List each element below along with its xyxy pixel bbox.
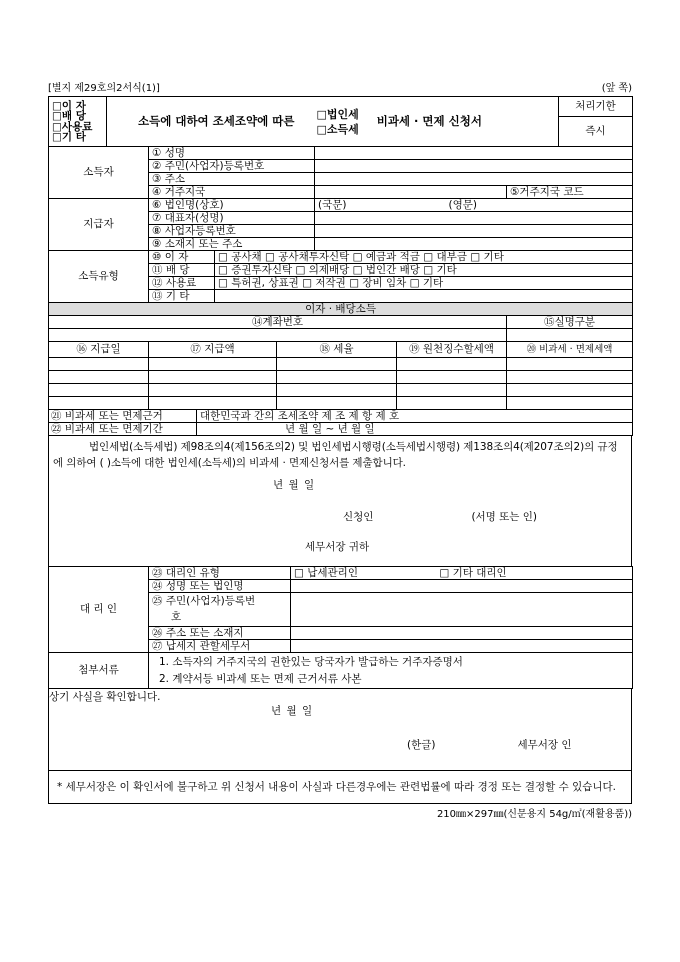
table-cell[interactable] (507, 358, 633, 371)
agent-table (48, 566, 633, 653)
table-cell[interactable] (149, 358, 277, 371)
agent-label: 대 리 인 (49, 567, 149, 653)
main-info-table (48, 146, 633, 303)
agent-name-input[interactable] (291, 580, 633, 593)
form-number: [별지 제29호의2서식(1)] (48, 83, 160, 94)
income-type-label: 소득유형 (49, 251, 149, 303)
corp-tax-check[interactable]: □법인세 (316, 107, 359, 121)
other-agent-check[interactable]: □ 기타 대리인 (439, 566, 507, 579)
earner-name-label: ① 성명 (149, 147, 315, 160)
agent-type-options[interactable] (291, 567, 633, 580)
table-cell[interactable] (277, 358, 397, 371)
other-type-input[interactable] (215, 290, 633, 303)
account-no-input[interactable] (49, 329, 507, 342)
payer-name-label: ⑥ 법인명(상호) (149, 199, 315, 212)
processing-period-value: 즉시 (559, 117, 633, 147)
table-cell[interactable] (397, 384, 507, 397)
basis-text[interactable]: 대한민국과 간의 조세조약 제 조 제 항 제 호 (197, 410, 633, 423)
agent-taxoffice-label: ㉗ 납세지 관할세무서 (149, 640, 291, 653)
tax-manager-check[interactable]: □ 납세관리인 (294, 566, 358, 579)
payer-name-ko[interactable]: (국문) (315, 199, 409, 212)
payer-address-input[interactable] (315, 238, 633, 251)
table-cell[interactable] (507, 397, 633, 410)
statement-table (48, 435, 632, 567)
agent-type-label: ㉓ 대리인 유형 (149, 567, 291, 580)
interest-type-label: ⑩ 이 자 (149, 251, 215, 264)
attach-item: 1. 소득자의 거주지국의 권한있는 당국자가 발급하는 거주자증명서 (159, 655, 463, 668)
income-tax-check[interactable]: □소득세 (316, 122, 359, 136)
statement-cell (49, 436, 632, 567)
table-cell[interactable] (49, 384, 149, 397)
payer-rep-label: ⑦ 대표자(성명) (149, 212, 315, 225)
confirm-text: 상기 사실을 확인합니다. (49, 691, 161, 703)
table-cell[interactable] (277, 371, 397, 384)
earner-address-input[interactable] (315, 173, 633, 186)
dividend-options[interactable]: □ 증권투자신탁 □ 의제배당 □ 법인간 배당 □ 기타 (215, 264, 633, 277)
attach-table (48, 652, 633, 689)
confirm-cell (49, 689, 632, 771)
applicant-label: 신청인 (343, 511, 374, 523)
paper-spec: 210㎜×297㎜(신문용지 54g/㎡(재활용품)) (436, 809, 632, 820)
table-cell[interactable] (397, 371, 507, 384)
agent-address-input[interactable] (291, 627, 633, 640)
realname-label: ⑮실명구분 (507, 316, 633, 329)
earner-name-input[interactable] (315, 147, 633, 160)
col-withholding: ⑲ 원천징수할세액 (397, 342, 507, 358)
table-cell[interactable] (277, 384, 397, 397)
table-cell[interactable] (397, 358, 507, 371)
attach-item: 2. 계약서등 비과세 또는 면제 근거서류 사본 (159, 672, 362, 685)
attach-list (149, 653, 633, 689)
form-page (48, 82, 632, 820)
agent-regno-input[interactable] (291, 593, 633, 627)
payer-address-label: ⑨ 소재지 또는 주소 (149, 238, 315, 251)
statement-text: 법인세법(소득세법) 제98조의4(제156조의2) 및 법인세법시행령(소득세법시행령) 제138조의4(제207조의2)의 규정에 의하여 ( )소득에 대한 법인세(소득세)의 비과세 · 면제신청서를 제출합니다. (53, 441, 618, 469)
confirm-table (48, 688, 632, 804)
basis-label: ㉑ 비과세 또는 면제근거 (49, 410, 197, 423)
title-table (48, 96, 633, 147)
royalty-options[interactable]: □ 특허권, 상표권 □ 저작권 □ 장비 임차 □ 기타 (215, 277, 633, 290)
payer-name-en[interactable]: (영문) (409, 199, 633, 212)
royalty-type-label: ⑫ 사용료 (149, 277, 215, 290)
addressee: 세무서장 귀하 (305, 541, 370, 553)
table-cell[interactable] (507, 384, 633, 397)
earner-address-label: ③ 주소 (149, 173, 315, 186)
earner-regno-input[interactable] (315, 160, 633, 173)
processing-period-label: 처리기한 (559, 97, 633, 117)
interest-options[interactable]: □ 공사채 □ 공사채투자신탁 □ 예금과 적금 □ 대부금 □ 기타 (215, 251, 633, 264)
agent-regno-label-cont: 호 (149, 610, 291, 627)
note-text: * 세무서장은 이 확인서에 불구하고 위 신청서 내용이 사실과 다른경우에는 관련법률에 따라 경정 또는 결정할 수 있습니다. (49, 771, 632, 804)
col-pay-amount: ⑰ 지급액 (149, 342, 277, 358)
form-header (48, 82, 632, 96)
earner-country-input[interactable] (315, 186, 507, 199)
payer-bizno-input[interactable] (315, 225, 633, 238)
agent-regno-label: ㉕ 주민(사업자)등록번 (149, 593, 291, 610)
period-text[interactable]: 년 월 일 ~ 년 월 일 (197, 423, 633, 436)
sign-label[interactable]: (서명 또는 인) (471, 511, 538, 523)
hangul-label: (한글) (407, 739, 436, 751)
payer-rep-input[interactable] (315, 212, 633, 225)
col-exempt-amount: ⑳ 비과세 · 면제세액 (507, 342, 633, 358)
table-cell[interactable] (507, 371, 633, 384)
dividend-type-label: ⑪ 배 당 (149, 264, 215, 277)
interest-table (48, 302, 633, 410)
other-type-label: ⑬ 기 타 (149, 290, 215, 303)
table-cell[interactable] (277, 397, 397, 410)
confirm-date[interactable]: 년 월 일 (271, 705, 313, 717)
basis-table (48, 409, 633, 436)
col-pay-date: ⑯ 지급일 (49, 342, 149, 358)
income-type-checkboxes[interactable]: □이 자 □배 당 □사용료 □기 타 (49, 97, 107, 147)
earner-country-label: ④ 거주지국 (149, 186, 315, 199)
realname-input[interactable] (507, 329, 633, 342)
form-title: 소득에 대하여 조세조약에 따른 □법인세 □소득세 비과세 · 면제 신청서 (107, 97, 559, 147)
attach-label: 첨부서류 (49, 653, 149, 689)
account-no-label: ⑭계좌번호 (49, 316, 507, 329)
period-label: ㉒ 비과세 또는 면제기간 (49, 423, 197, 436)
country-code-label: ⑤거주지국 코드 (507, 186, 633, 199)
payer-bizno-label: ⑧ 사업자등록번호 (149, 225, 315, 238)
earner-regno-label: ② 주민(사업자)등록번호 (149, 160, 315, 173)
interest-heading: 이자 · 배당소득 (49, 303, 633, 316)
table-cell[interactable] (397, 397, 507, 410)
statement-date[interactable]: 년 월 일 (273, 479, 315, 491)
table-cell[interactable] (49, 358, 149, 371)
table-cell[interactable] (49, 397, 149, 410)
agent-address-label: ㉖ 주소 또는 소재지 (149, 627, 291, 640)
earner-label: 소득자 (49, 147, 149, 199)
table-cell[interactable] (149, 384, 277, 397)
page-side: (앞 쪽) (601, 83, 632, 94)
table-cell[interactable] (49, 371, 149, 384)
chief-sign[interactable]: 세무서장 인 (517, 739, 572, 751)
table-cell[interactable] (149, 397, 277, 410)
agent-taxoffice-input[interactable] (291, 640, 633, 653)
table-cell[interactable] (149, 371, 277, 384)
col-tax-rate: ⑱ 세율 (277, 342, 397, 358)
payer-label: 지급자 (49, 199, 149, 251)
agent-name-label: ㉔ 성명 또는 법인명 (149, 580, 291, 593)
